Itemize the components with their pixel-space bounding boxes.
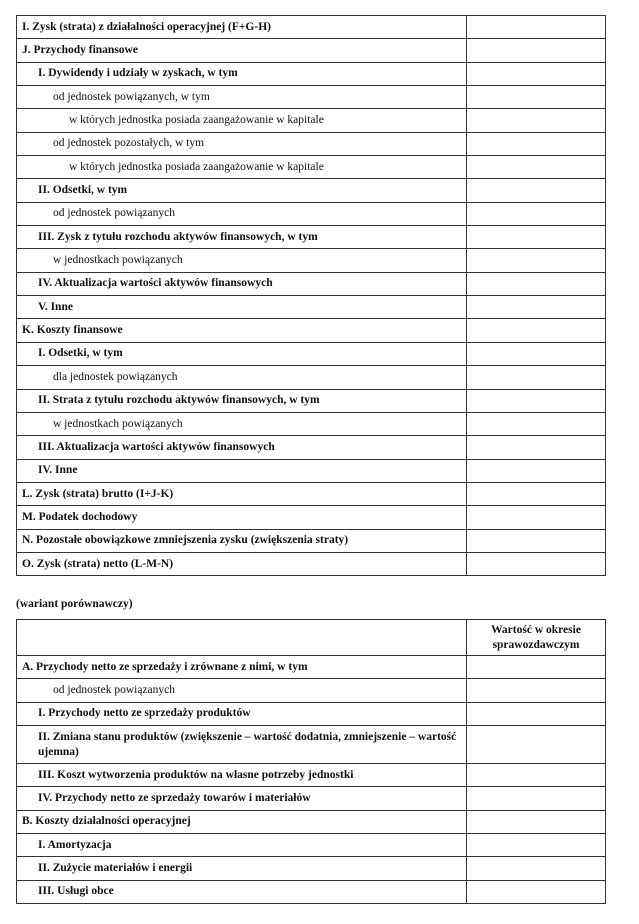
value-cell (467, 132, 606, 155)
table-row (17, 296, 606, 319)
table-row (17, 39, 606, 62)
value-cell (467, 202, 606, 225)
table-row (17, 226, 606, 249)
table-row (17, 552, 606, 575)
row-label: I. Odsetki, w tym (17, 342, 467, 365)
value-cell (467, 39, 606, 62)
value-column-header: Wartość w okresie sprawozdawczym (467, 620, 606, 656)
table-row (17, 109, 606, 132)
row-label: II. Zużycie materiałów i energii (17, 857, 467, 880)
table-row (17, 319, 606, 342)
value-cell (467, 552, 606, 575)
value-cell (467, 342, 606, 365)
row-label: I. Przychody netto ze sprzedaży produktów (17, 702, 467, 725)
table-row (17, 857, 606, 880)
table-row (17, 249, 606, 272)
table-row (17, 506, 606, 529)
row-label: B. Koszty działalności operacyjnej (17, 810, 467, 833)
value-cell (467, 296, 606, 319)
table-row (17, 702, 606, 725)
row-label: III. Aktualizacja wartości aktywów finansowych (17, 436, 467, 459)
table-row (17, 834, 606, 857)
row-label: III. Koszt wytworzenia produktów na własne potrzeby jednostki (17, 764, 467, 787)
value-cell (467, 482, 606, 505)
row-label: I. Dywidendy i udziały w zyskach, w tym (17, 62, 467, 85)
row-label: M. Podatek dochodowy (17, 506, 467, 529)
value-cell (467, 880, 606, 903)
value-cell (467, 226, 606, 249)
value-cell (467, 16, 606, 39)
row-label: II. Odsetki, w tym (17, 179, 467, 202)
table-row (17, 726, 606, 764)
value-cell (467, 249, 606, 272)
table-row (17, 62, 606, 85)
value-cell (467, 156, 606, 179)
value-cell (467, 857, 606, 880)
value-cell (467, 529, 606, 552)
table-row (17, 389, 606, 412)
table-row (17, 880, 606, 903)
value-cell (467, 109, 606, 132)
row-label: N. Pozostałe obowiązkowe zmniejszenia zysku (zwiększenia straty) (17, 529, 467, 552)
value-cell (467, 810, 606, 833)
row-label: w jednostkach powiązanych (17, 412, 467, 435)
value-cell (467, 459, 606, 482)
table-row (17, 656, 606, 679)
table-row (17, 764, 606, 787)
value-cell (467, 62, 606, 85)
row-label: od jednostek powiązanych (17, 202, 467, 225)
table-row (17, 16, 606, 39)
value-cell (467, 679, 606, 702)
table-row (17, 272, 606, 295)
value-cell (467, 319, 606, 342)
table-row (17, 810, 606, 833)
table-row (17, 482, 606, 505)
value-cell (467, 272, 606, 295)
row-label: IV. Inne (17, 459, 467, 482)
table-row (17, 787, 606, 810)
variant-label: (wariant porównawczy) (16, 598, 133, 610)
row-label: III. Usługi obce (17, 880, 467, 903)
table-row (17, 366, 606, 389)
table-row (17, 679, 606, 702)
value-cell (467, 656, 606, 679)
row-label: w których jednostka posiada zaangażowanie w kapitale (17, 156, 467, 179)
row-label: od jednostek pozostałych, w tym (17, 132, 467, 155)
table-row (17, 179, 606, 202)
comparative-variant-table (16, 619, 606, 904)
table-row (17, 459, 606, 482)
table-row (17, 132, 606, 155)
value-cell (467, 366, 606, 389)
financial-results-table (16, 15, 606, 576)
table-row (17, 156, 606, 179)
table-row (17, 202, 606, 225)
row-label: dla jednostek powiązanych (17, 366, 467, 389)
comparative-variant-body (17, 656, 606, 904)
row-label: O. Zysk (strata) netto (L-M-N) (17, 552, 467, 575)
row-label: J. Przychody finansowe (17, 39, 467, 62)
table-row (17, 529, 606, 552)
table-row (17, 86, 606, 109)
row-label: w których jednostka posiada zaangażowanie w kapitale (17, 109, 467, 132)
value-cell (467, 834, 606, 857)
value-cell (467, 179, 606, 202)
value-cell (467, 436, 606, 459)
value-cell (467, 787, 606, 810)
row-label: IV. Aktualizacja wartości aktywów finansowych (17, 272, 467, 295)
table-row (17, 412, 606, 435)
row-label: od jednostek powiązanych (17, 679, 467, 702)
row-label: A. Przychody netto ze sprzedaży i zrównane z nimi, w tym (17, 656, 467, 679)
row-label: I. Zysk (strata) z działalności operacyjnej (F+G-H) (17, 16, 467, 39)
value-cell (467, 412, 606, 435)
header-label-cell (17, 620, 467, 656)
row-label: IV. Przychody netto ze sprzedaży towarów i materiałów (17, 787, 467, 810)
row-label: V. Inne (17, 296, 467, 319)
row-label: od jednostek powiązanych, w tym (17, 86, 467, 109)
value-cell (467, 726, 606, 764)
value-cell (467, 764, 606, 787)
row-label: II. Zmiana stanu produktów (zwiększenie – wartość dodatnia, zmniejszenie – wartość ujemna) (17, 726, 467, 764)
header-row (17, 620, 606, 656)
row-label: II. Strata z tytułu rozchodu aktywów finansowych, w tym (17, 389, 467, 412)
row-label: I. Amortyzacja (17, 834, 467, 857)
row-label: III. Zysk z tytułu rozchodu aktywów finansowych, w tym (17, 226, 467, 249)
row-label: L. Zysk (strata) brutto (I+J-K) (17, 482, 467, 505)
value-cell (467, 506, 606, 529)
value-cell (467, 702, 606, 725)
value-cell (467, 86, 606, 109)
value-cell (467, 389, 606, 412)
row-label: K. Koszty finansowe (17, 319, 467, 342)
financial-results-body (17, 16, 606, 576)
table-row (17, 342, 606, 365)
table-row (17, 436, 606, 459)
row-label: w jednostkach powiązanych (17, 249, 467, 272)
